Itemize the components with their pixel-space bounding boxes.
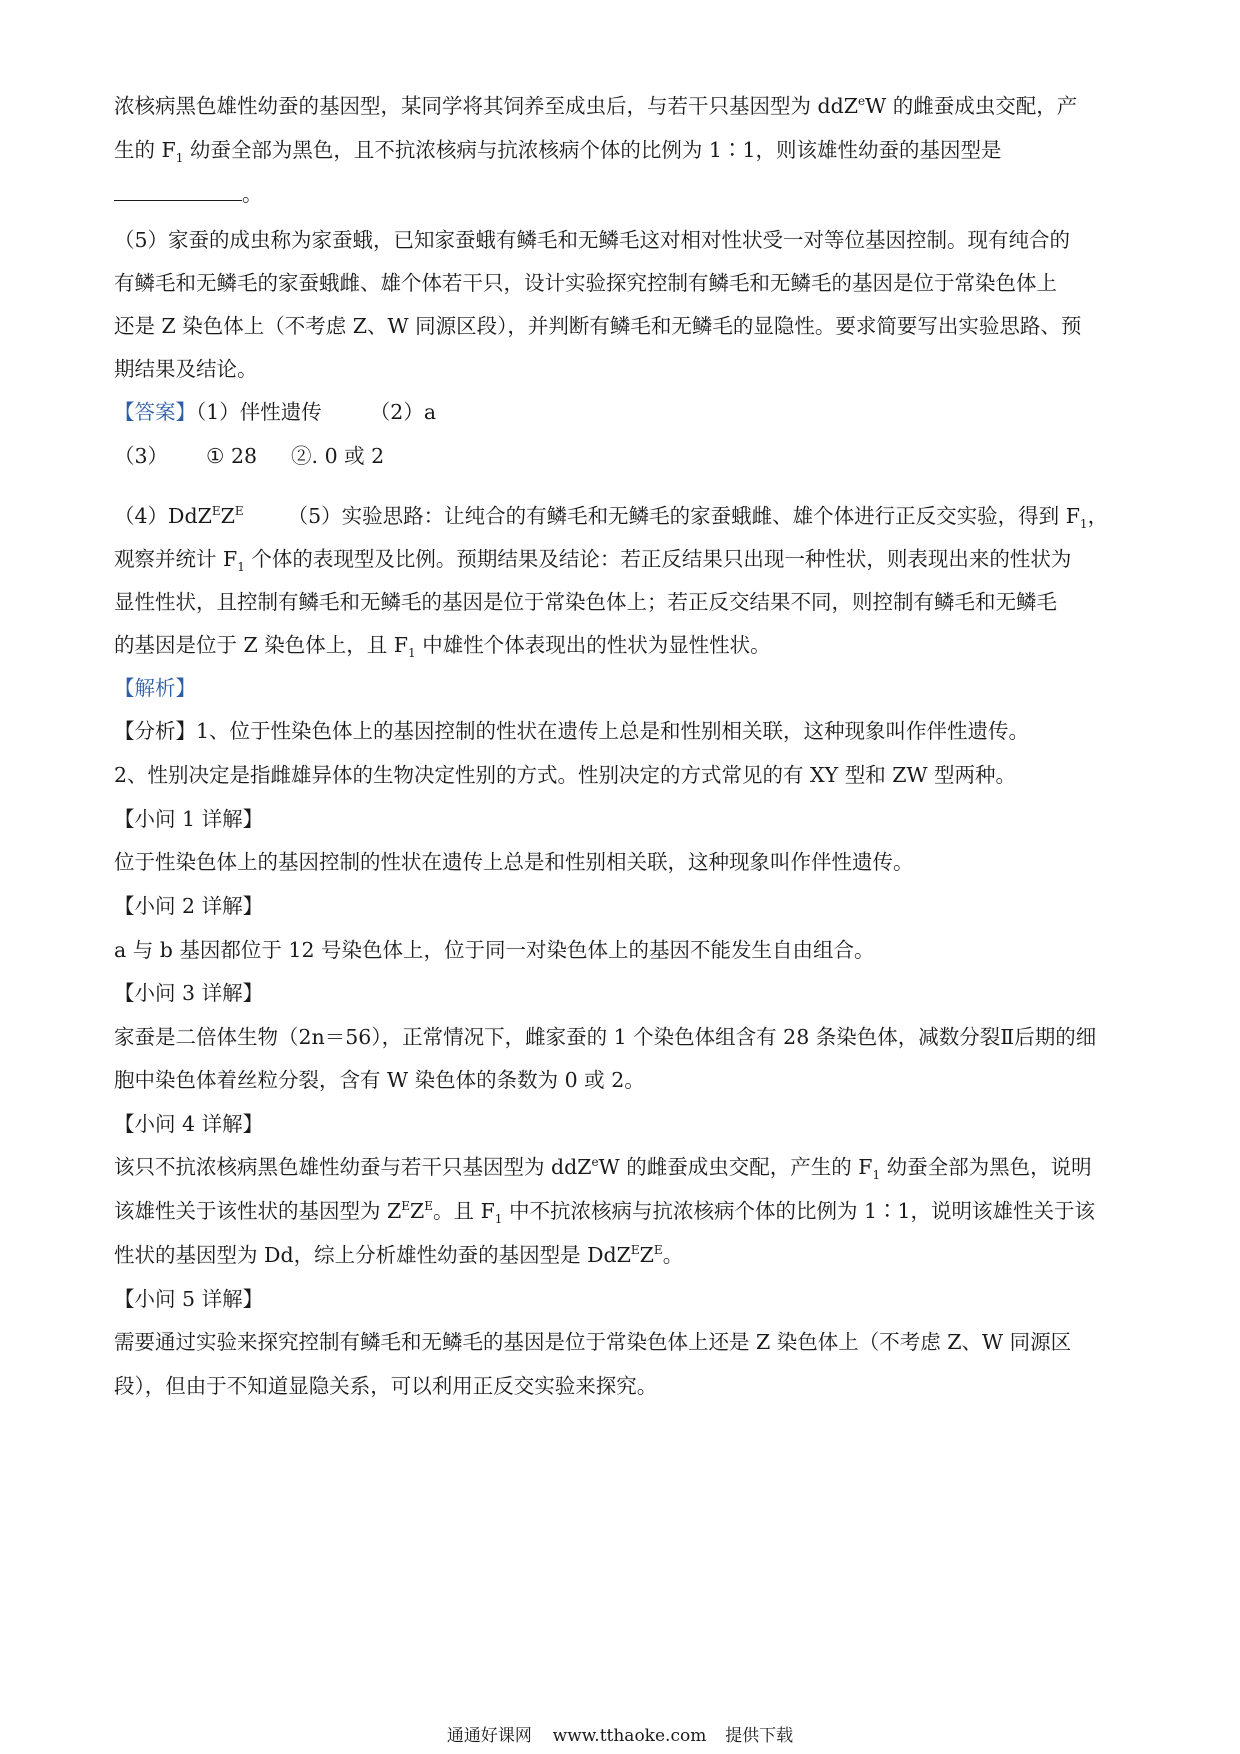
- answer-line-5: 显性性状，且控制有鳞毛和无鳞毛的基因是位于常染色体上；若正反交结果不同，则控制有鳞毛和无鳞毛: [114, 590, 1057, 614]
- q5-line-3: 还是 Z 染色体上（不考虑 Z、W 同源区段），并判断有鳞毛和无鳞毛的显隐性。要求简要写出实验思路、预: [114, 314, 1082, 338]
- answer-line-4: 观察并统计 $F_1$ 个体的表现型及比例。预期结果及结论：若正反结果只出现一种性状，则表现出来的性状为: [114, 547, 1072, 575]
- answer-label: 【答案】: [114, 400, 196, 424]
- footer-url[interactable]: www.tthaoke.com: [552, 1726, 707, 1746]
- footer-suffix: 提供下载: [725, 1726, 794, 1746]
- q3-line-1: 家蚕是二倍体生物（2n＝56），正常情况下，雌家蚕的 1 个染色体组含有 28 条染色体，减数分裂Ⅱ后期的细: [114, 1025, 1097, 1049]
- q5-detail-label: 【小问 5 详解】: [114, 1287, 264, 1311]
- fenxi-line-1: 【分析】1、位于性染色体上的基因控制的性状在遗传上总是和性别相关联，这种现象叫作伴性遗传。: [114, 719, 1030, 743]
- answer-blank[interactable]: [114, 180, 242, 201]
- answer-line-3: $(4)DdZ^EZ^E$ （5）实验思路：让纯合的有鳞毛和无鳞毛的家蚕蛾雌、雄个体进行正反交实验，得到 $F_1$，: [114, 504, 1109, 532]
- analysis-label: 【解析】: [114, 676, 196, 700]
- q1-label: 【小问 1 详解】: [114, 807, 264, 831]
- q4-line-2: 该雄性关于该性状的基因型为 $Z^EZ^E$。且 $F_1$ 中不抗浓核病与抗浓核病个体的比例为 1∶1，说明该雄性关于该: [114, 1199, 1096, 1227]
- fenxi-line-2: 2、性别决定是指雌雄异体的生物决定性别的方式。性别决定的方式常见的有 XY 型和 ZW 型两种。: [114, 763, 1017, 787]
- answer-line-6: 的基因是位于 Z 染色体上，且 $F_1$ 中雄性个体表现出的性状为显性性状。: [114, 633, 771, 661]
- q3-label: 【小问 3 详解】: [114, 981, 264, 1005]
- q5-detail-line-1: 需要通过实验来探究控制有鳞毛和无鳞毛的基因是位于常染色体上还是 Z 染色体上（不考虑 Z、W 同源区: [114, 1330, 1072, 1354]
- page-footer: [0, 1724, 1240, 1748]
- q4-label: 【小问 4 详解】: [114, 1112, 264, 1136]
- q5-line-2: 有鳞毛和无鳞毛的家蚕蛾雌、雄个体若干只，设计实验探究控制有鳞毛和无鳞毛的基因是位于常染色体上: [114, 271, 1057, 295]
- q4-continued-line-1: 浓核病黑色雄性幼蚕的基因型，某同学将其饲养至成虫后，与若干只基因型为 ddZ$^e$W 的雌蚕成虫交配，产: [114, 94, 1078, 118]
- q5-detail-line-2: 段），但由于不知道显隐关系，可以利用正反交实验来探究。: [114, 1374, 658, 1398]
- q2-label: 【小问 2 详解】: [114, 894, 264, 918]
- q4-continued-line-2: 生的 $F_1$ 幼蚕全部为黑色，且不抗浓核病与抗浓核病个体的比例为 1∶1，则该雄性幼蚕的基因型是: [114, 138, 1002, 166]
- q2-text: a 与 b 基因都位于 12 号染色体上，位于同一对染色体上的基因不能发生自由组合。: [114, 938, 875, 962]
- footer-site-name: 通通好课网: [446, 1726, 532, 1746]
- answer-line-2: （3） ① 28 ②. 0 或 2: [114, 444, 385, 468]
- answer-line-1: 【答案】（1）伴性遗传 （2）a: [114, 400, 437, 424]
- answer-blank-line: 。: [114, 180, 1134, 208]
- q1-text: 位于性染色体上的基因控制的性状在遗传上总是和性别相关联，这种现象叫作伴性遗传。: [114, 850, 914, 874]
- q4-line-3: 性状的基因型为 Dd，综上分析雄性幼蚕的基因型是 $DdZ^EZ^E$。: [114, 1243, 684, 1267]
- q3-line-2: 胞中染色体着丝粒分裂，含有 W 染色体的条数为 0 或 2。: [114, 1068, 645, 1092]
- q5-line-1: （5）家蚕的成虫称为家蚕蛾，已知家蚕蛾有鳞毛和无鳞毛这对相对性状受一对等位基因控制。现有纯合的: [114, 228, 1071, 252]
- q4-line-1: 该只不抗浓核病黑色雄性幼蚕与若干只基因型为 ddZ$^e$W 的雌蚕成虫交配，产生的 $F_1$ 幼蚕全部为黑色，说明: [114, 1155, 1092, 1183]
- q5-line-4: 期结果及结论。: [114, 357, 258, 381]
